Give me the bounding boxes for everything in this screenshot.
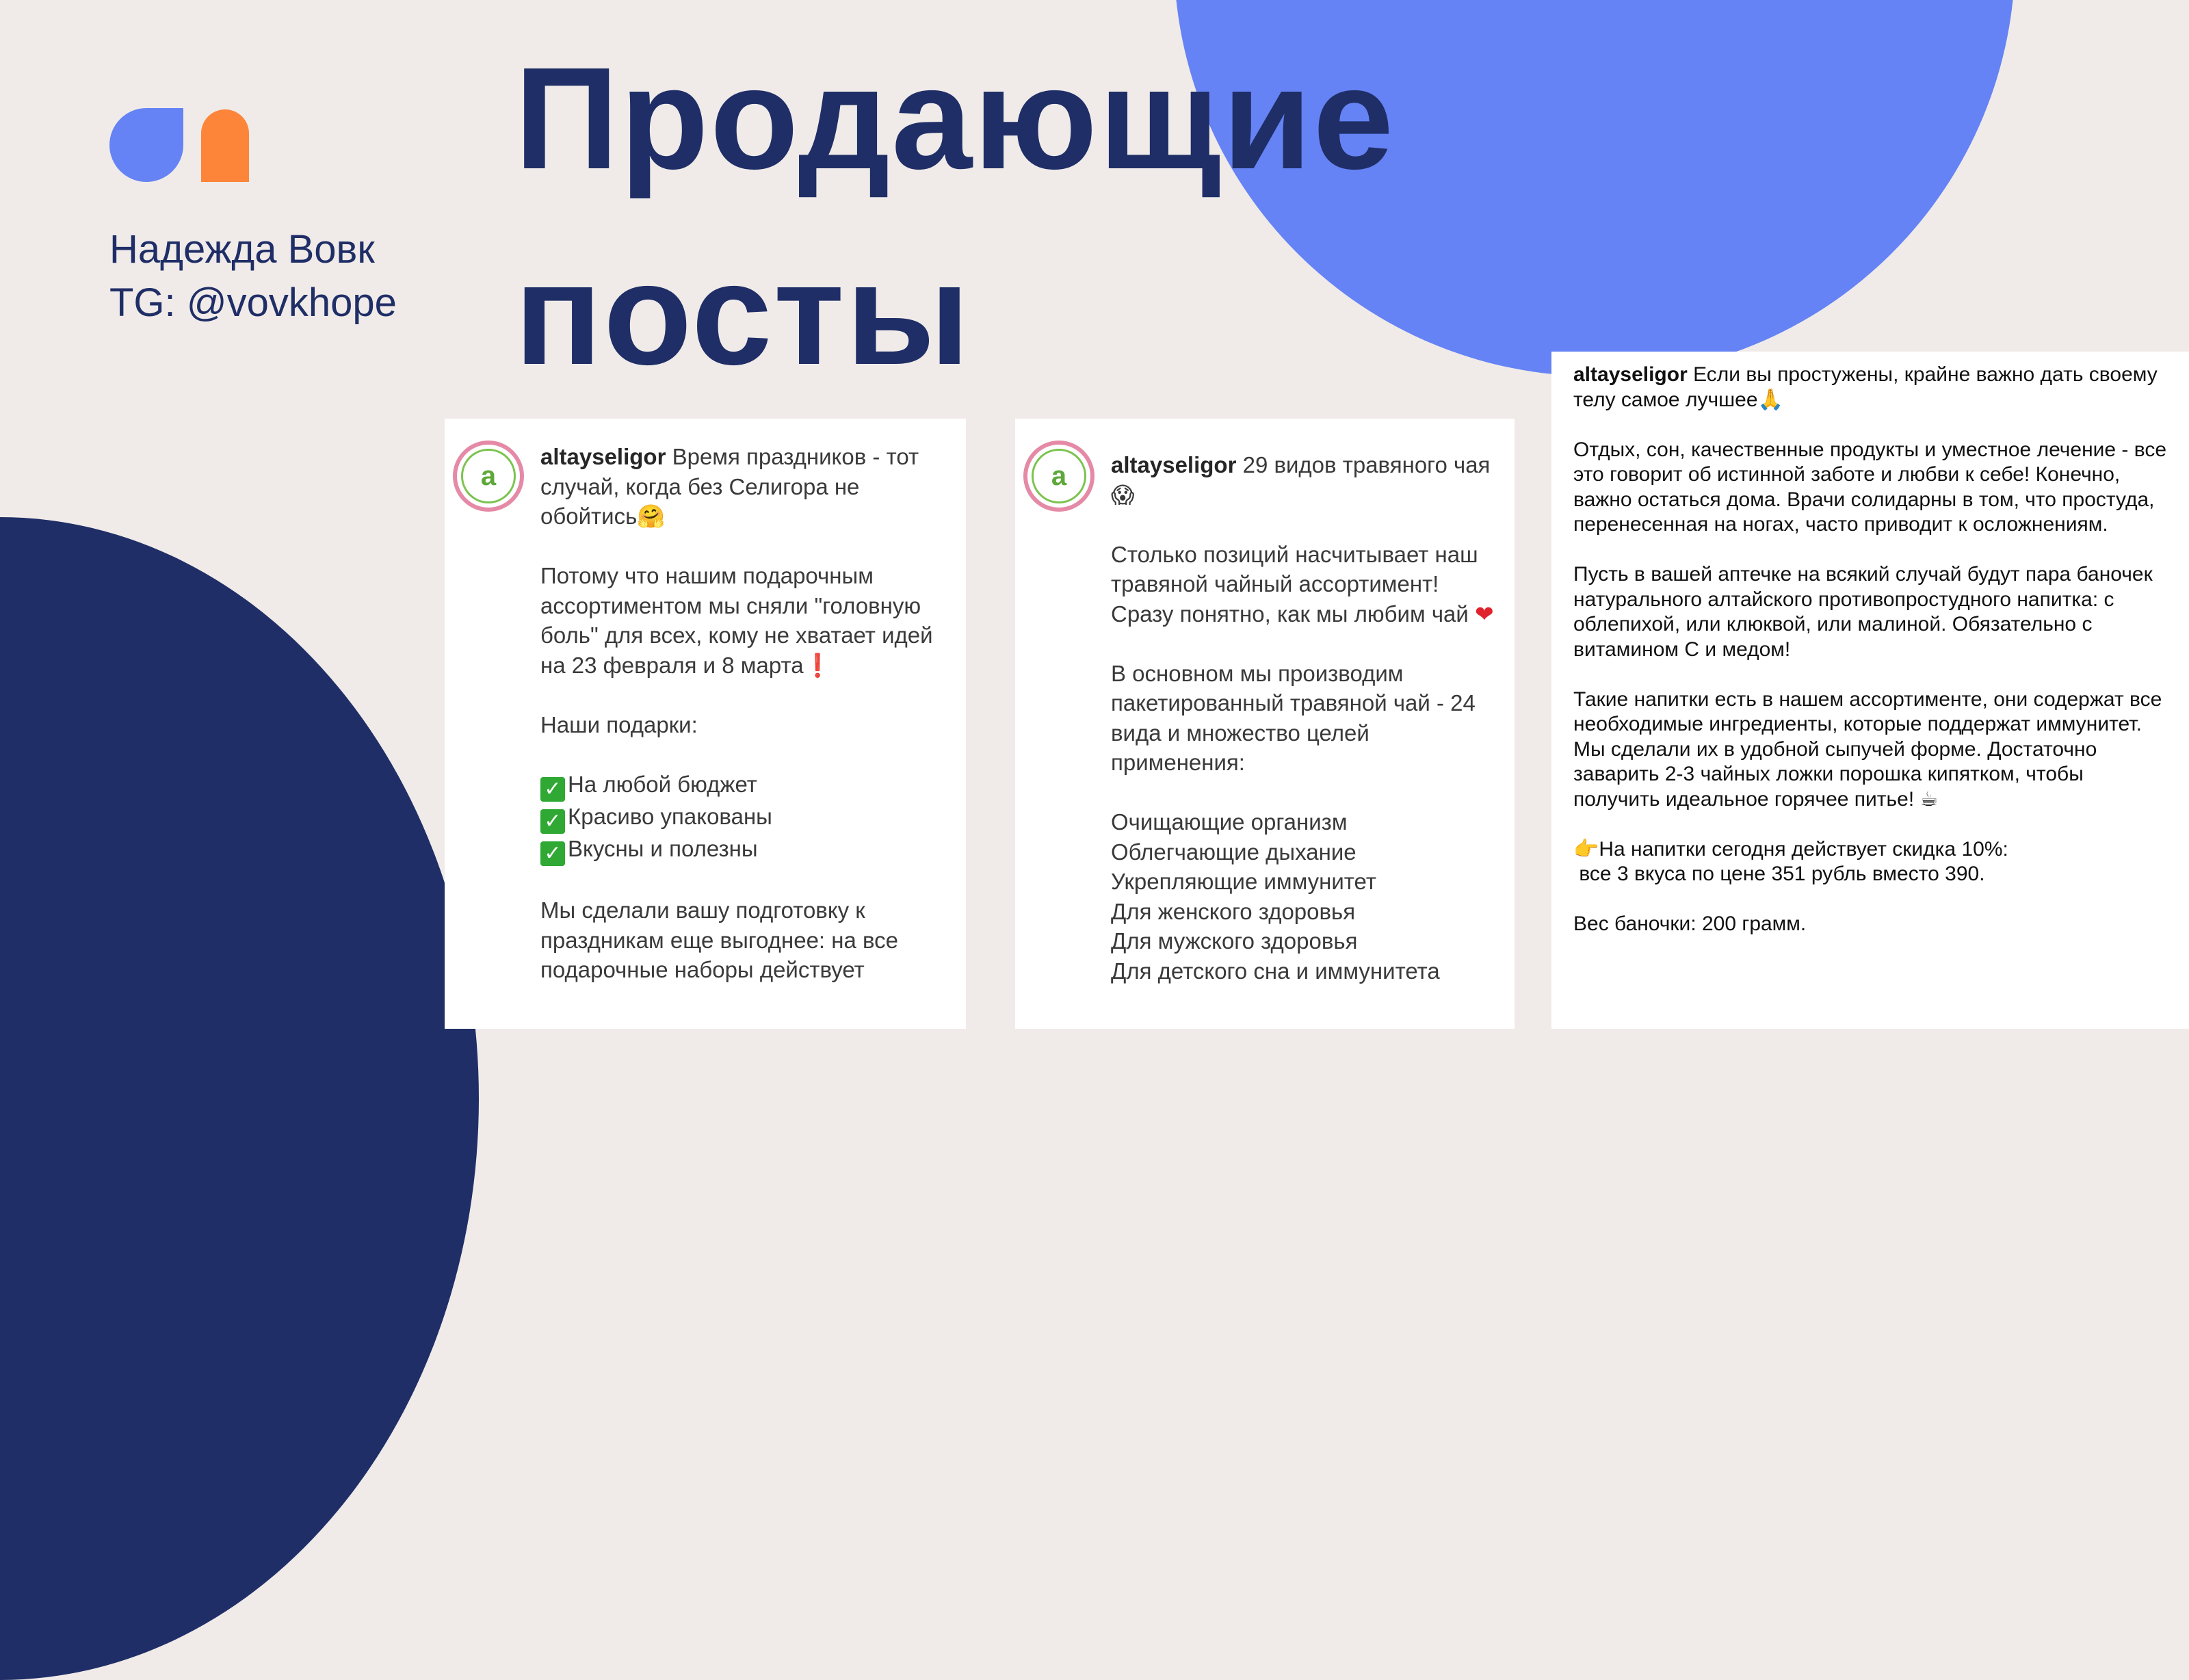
logo-blue-drop [109,108,183,182]
post-text [1573,363,2167,937]
post-intro: 29 видов травяного чая [1236,452,1491,477]
list-item: Для детского сна и иммунитета [1111,958,1440,984]
list-item: Укрепляющие иммунитет [1111,869,1376,894]
post-paragraph: В основном мы производим пакетированный травяной чай - 24 вида и множество целей применения: [1111,660,1476,775]
checkmark-icon: ✓ [540,777,565,802]
author-name: Надежда Вовк [109,227,375,272]
author-handle: TG: @vovkhope [109,280,397,325]
post-paragraph: Пусть в вашей аптечке на всякий случай будут пара баночек натурального алтайского противопростудного напитка: с облепихой, или клюквой, или малиной. Обязательно с витамином С и медом! [1573,563,2153,661]
list-item: Для женского здоровья [1111,898,1356,924]
post-paragraph: Отдых, сон, качественные продукты и уместное лечение - все это говорит об истинной заботе и любви к себе! Конечно, важно остаться дома. Врачи солидарны в том, что простуда, перенесенная на ногах, часто приводит к осложнениям. [1573,438,2167,536]
post-paragraph: Мы сделали вашу подготовку к праздникам еще выгоднее: на все подарочные наборы действует [540,897,899,982]
post-paragraph: Столько позиций насчитывает наш травяной чайный ассортимент! Сразу понятно, как мы любим чай [1111,541,1478,627]
post-paragraph: Наши подарки: [540,711,698,737]
post-card-3 [1551,352,2189,1029]
author-block [109,223,397,330]
decorative-navy-shape [0,517,479,1680]
post-intro: Время праздников - тот случай, когда без Селигора не обойтись [540,444,919,529]
price-line: все 3 вкуса по цене 351 рубль вместо 390. [1573,863,1985,885]
title-line-1: Продающие [514,37,1395,199]
post-username[interactable]: altayseligor [540,444,666,469]
post-text [540,442,952,985]
pointing-hand-icon: 👉 [1573,837,1599,861]
post-paragraph: Потому что нашим подарочным ассортиментом мы сняли "головную боль" для всех, кому не хватает идей на 23 февраля и 8 марта [540,563,933,678]
logo-orange-arch [201,109,249,182]
post-intro: Если вы простужены, крайне важно дать своему телу самое лучшее [1573,363,2158,411]
heart-icon: ❤ [1474,600,1494,627]
checkmark-icon: ✓ [540,809,565,834]
title-line-2: посты [514,233,971,395]
post-username[interactable]: altayseligor [1573,363,1688,386]
list-item: ✓ Вкусны и полезны [540,834,952,866]
list-item: ✓ Красиво упакованы [540,802,952,834]
hot-beverage-icon: ☕ [1919,787,1939,811]
scream-face-icon: 😱 [1111,481,1135,508]
leaf-logo-icon: a [1032,449,1086,503]
post-card-2 [1015,419,1515,1029]
avatar [1023,441,1094,512]
list-item: ✓ На любой бюджет [540,770,952,802]
post-text [1111,450,1501,986]
post-paragraph: Такие напитки есть в нашем ассортименте, они содержат все необходимые ингредиенты, которые поддержат иммунитет. Мы сделали их в удобной сыпучей форме. Достаточно заварить 2-3 чайных ложки порошка кипятком, чтобы получить идеальное горячее питье! [1573,687,2162,811]
post-paragraph: Вес баночки: 200 грамм. [1573,913,1807,935]
list-item: Облегчающие дыхание [1111,839,1356,865]
list-item: Очищающие организм [1111,809,1348,835]
page-title [514,21,1395,412]
post-card-1 [445,419,966,1029]
list-item: Для мужского здоровья [1111,928,1358,954]
discount-line: 👉На напитки сегодня действует скидка 10%: [1573,837,2008,861]
checkmark-icon: ✓ [540,841,565,866]
brand-logo [109,108,250,185]
leaf-logo-icon: a [461,449,516,503]
avatar [453,441,524,512]
folded-hands-icon: 🙏 [1757,387,1783,412]
exclamation-icon: ❗ [803,651,832,679]
post-username[interactable]: altayseligor [1111,452,1237,477]
hugging-face-icon: 🤗 [637,503,666,529]
